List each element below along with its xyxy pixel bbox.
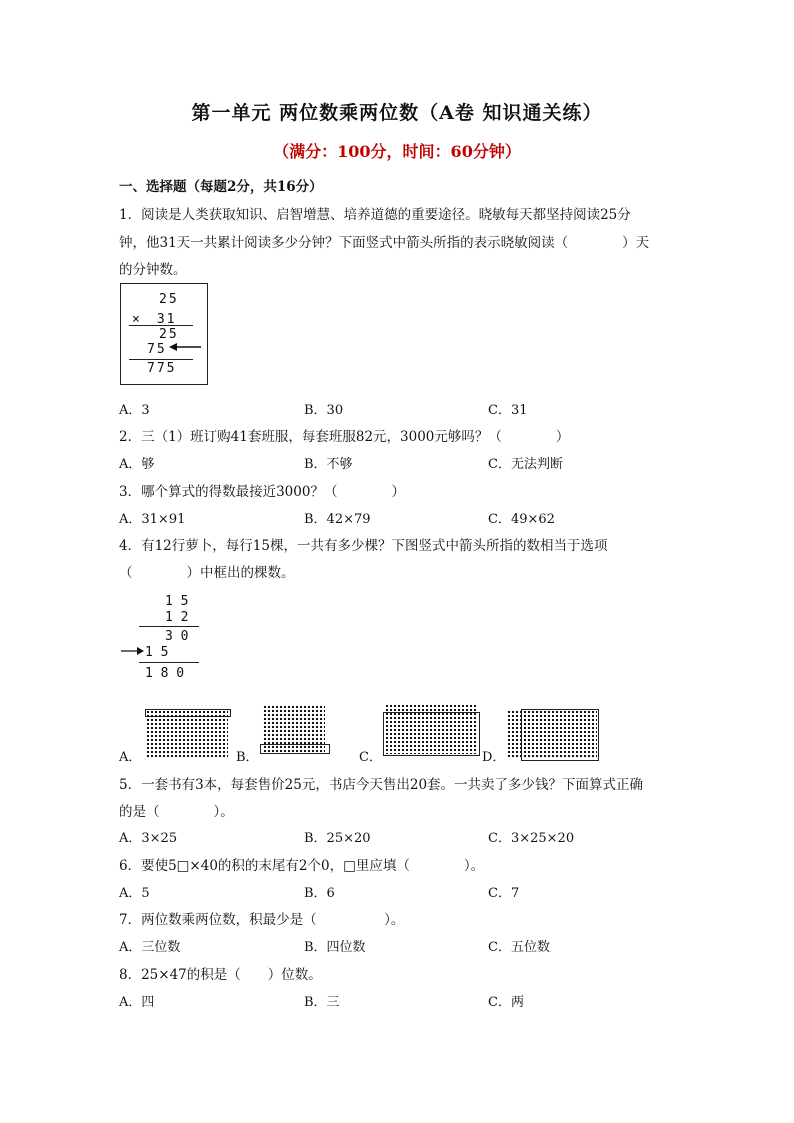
option-b[interactable]: B．25×20: [304, 831, 371, 846]
option-c-label: C．: [359, 750, 382, 765]
option-a-label: A．: [119, 750, 142, 765]
page-subtitle: （满分：100分，时间：60分钟）: [273, 142, 521, 161]
question-7-line-1: 7．两位数乘两位数，积最少是（ ）。: [119, 912, 405, 928]
question-5-line-2: 的是（ ）。: [119, 804, 234, 820]
question-3-line-1: 3．哪个算式的得数最接近3000？（ ）: [119, 484, 405, 500]
option-b[interactable]: B．三: [304, 995, 340, 1010]
option-c[interactable]: C．无法判断: [488, 457, 563, 472]
option-b[interactable]: B．6: [304, 886, 335, 901]
partial-product-2: 75: [147, 342, 167, 357]
question-4-line-2: （ ）中框出的棵数。: [119, 565, 295, 581]
product: 1 8 0: [145, 666, 185, 681]
option-b[interactable]: B．四位数: [304, 940, 366, 955]
section-heading: 一、选择题（每题2分，共16分）: [119, 179, 323, 195]
arrow-right-icon: [120, 646, 146, 656]
question-4-line-1: 4．有12行萝卜，每行15棵，一共有多少棵？下图竖式中箭头所指的数相当于选项: [119, 538, 608, 554]
option-a[interactable]: A．3×25: [119, 831, 178, 846]
question-1-line-2: 钟，他31天一共累计阅读多少分钟？下面竖式中箭头所指的表示晓敏阅读（ ）天: [119, 235, 650, 251]
option-c[interactable]: C．两: [488, 995, 524, 1010]
rule-line: [129, 325, 193, 326]
partial-product-2: 1 5: [145, 645, 169, 660]
product: 775: [147, 361, 177, 376]
option-a[interactable]: A．5: [119, 886, 150, 901]
framed-region: [521, 709, 599, 761]
question-1-line-3: 的分钟数。: [119, 262, 187, 278]
framed-region: [260, 744, 330, 754]
rule-line: [139, 626, 199, 627]
option-c[interactable]: C．49×62: [488, 512, 555, 527]
option-c[interactable]: C．五位数: [488, 940, 550, 955]
page-title: 第一单元 两位数乘两位数（A卷 知识通关练）: [191, 102, 603, 124]
question-2-line-1: 2．三（1）班订购41套班服，每套班服82元，3000元够吗？（ ）: [119, 429, 570, 445]
option-a[interactable]: A．四: [119, 995, 155, 1010]
option-c[interactable]: C．31: [488, 403, 528, 418]
rule-line: [129, 359, 193, 360]
option-c[interactable]: C．3×25×20: [488, 831, 575, 846]
option-b[interactable]: B．不够: [304, 457, 353, 472]
multiplier: 1 2: [165, 610, 189, 625]
vertical-multiplication-figure-1: [120, 283, 208, 385]
multiplicand: 25: [159, 292, 179, 307]
option-a[interactable]: A．三位数: [119, 940, 181, 955]
option-d-label: D．: [482, 750, 506, 765]
arrow-left-icon: [167, 341, 203, 353]
rule-line: [139, 662, 199, 663]
framed-region: [383, 712, 480, 756]
option-a[interactable]: A．够: [119, 457, 155, 472]
option-c[interactable]: C．7: [488, 886, 520, 901]
partial-product-1: 25: [159, 327, 179, 342]
question-1-line-1: 1．阅读是人类获取知识、启智增慧、培养道德的重要途径。晓敏每天都坚持阅读25分: [119, 207, 631, 223]
question-6-line-1: 6．要使5□×40的积的末尾有2个0，□里应填（ ）。: [119, 858, 485, 874]
option-a[interactable]: A．3: [119, 403, 150, 418]
partial-product-1: 3 0: [165, 629, 189, 644]
option-a[interactable]: A．31×91: [119, 512, 186, 527]
question-8-line-1: 8．25×47的积是（ ）位数。: [119, 967, 322, 983]
multiplicand: 1 5: [165, 594, 189, 609]
question-5-line-1: 5．一套书有3本，每套售价25元，书店今天售出20套。一共卖了多少钱？下面算式正确: [119, 777, 644, 793]
dot-array-figure: [146, 710, 228, 758]
option-b[interactable]: B．42×79: [304, 512, 371, 527]
multiplier: × 31: [132, 312, 177, 327]
option-b-label: B．: [236, 750, 259, 765]
option-b[interactable]: B．30: [304, 403, 344, 418]
